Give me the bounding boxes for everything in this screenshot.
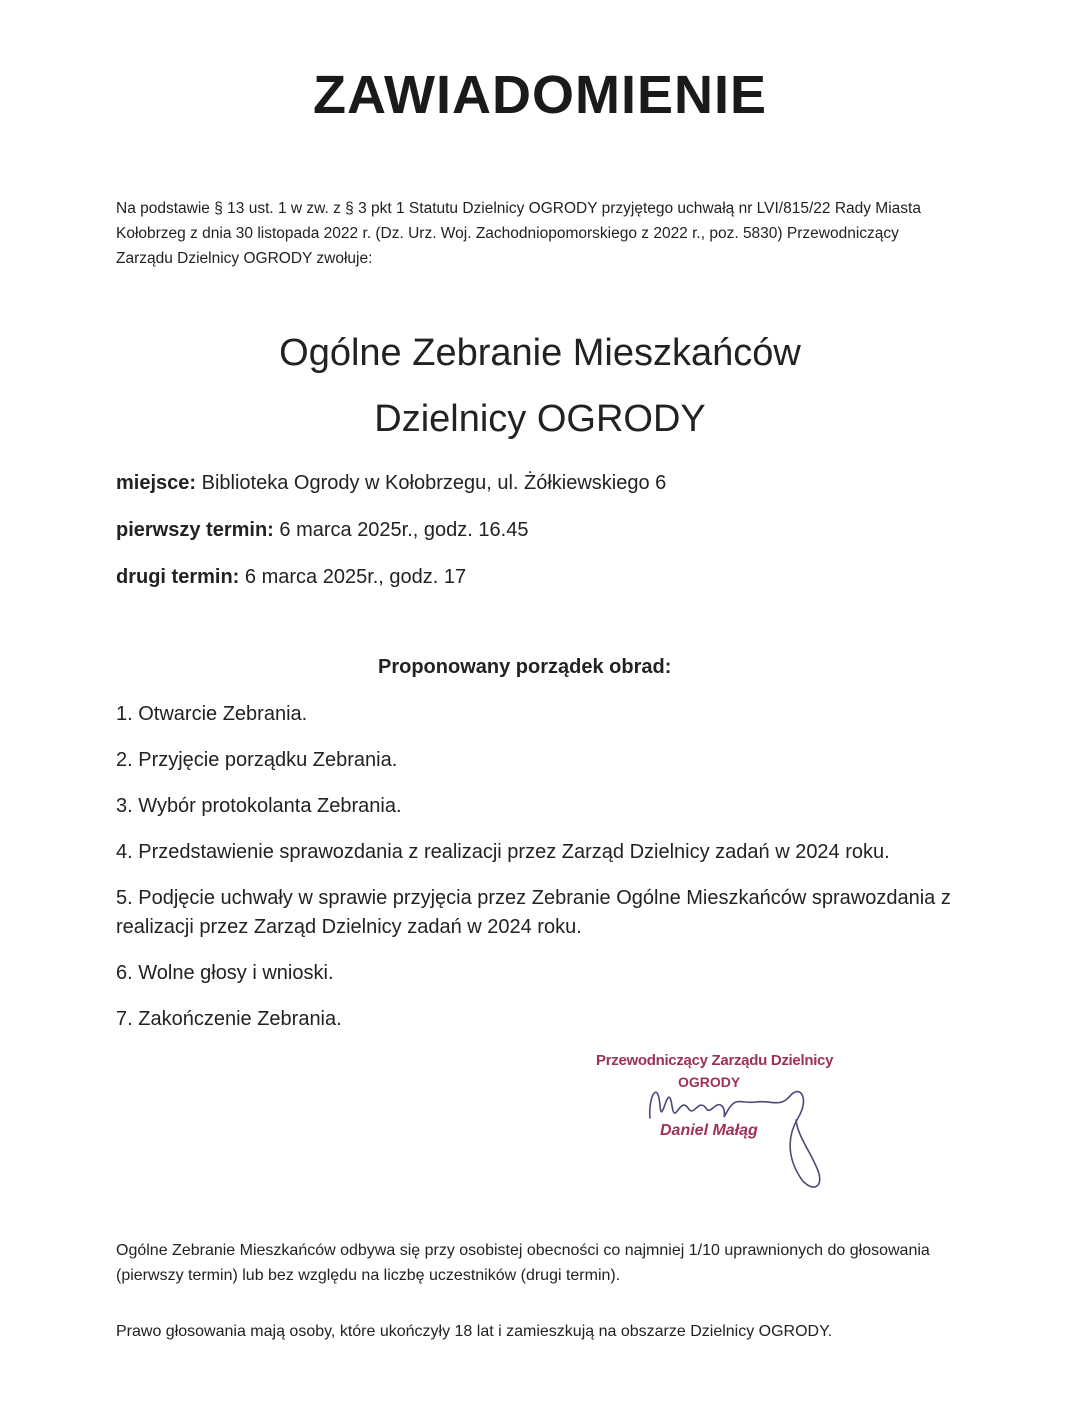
stamp-role: Przewodniczący Zarządu Dzielnicy — [596, 1052, 834, 1069]
quorum-note: Ogólne Zebranie Mieszkańców odbywa się przy osobistej obecności co najmniej 1/10 uprawnionych do głosowania (pierwszy termin) lub bez względu na liczbę uczestników (drugi termin). — [116, 1242, 930, 1284]
agenda-item: 7. Zakończenie Zebrania. — [116, 1008, 342, 1030]
place-line — [116, 472, 666, 495]
first-term-label: pierwszy termin: — [116, 519, 274, 541]
place-label: miejsce: — [116, 472, 197, 494]
agenda-item: 1. Otwarcie Zebrania. — [116, 703, 308, 725]
voting-rights-note: Prawo głosowania mają osoby, które ukończyły 18 lat i zamieszkują na obszarze Dzielnicy OGRODY. — [116, 1323, 833, 1340]
second-term-line — [116, 566, 466, 589]
meeting-title-line2: Dzielnicy OGRODY — [374, 398, 706, 440]
agenda-list — [116, 700, 976, 1051]
handwritten-signature — [560, 1048, 880, 1198]
second-term-value: 6 marca 2025r., godz. 17 — [239, 566, 467, 588]
agenda-item: 2. Przyjęcie porządku Zebrania. — [116, 749, 398, 771]
document-title: ZAWIADOMIENIE — [313, 65, 767, 125]
agenda-item: 3. Wybór protokolanta Zebrania. — [116, 795, 402, 817]
first-term-value: 6 marca 2025r., godz. 16.45 — [273, 519, 529, 541]
agenda-title: Proponowany porządek obrad: — [378, 656, 672, 678]
second-term-label: drugi termin: — [116, 566, 240, 588]
first-term-line — [116, 519, 528, 542]
agenda-item: 4. Przedstawienie sprawozdania z realizacji przez Zarząd Dzielnicy zadań w 2024 roku. — [116, 841, 890, 863]
intro-paragraph: Na podstawie § 13 ust. 1 w zw. z § 3 pkt 1 Statutu Dzielnicy OGRODY przyjętego uchwałą nr LVI/815/22 Rady Miasta Kołobrzeg z dnia 30 listopada 2022 r. (Dz. Urz. Woj. Zachodniopomorskiego z 2022 r., poz. 5830) Przewodniczący Zarządu Dzielnicy OGRODY zwołuje: — [116, 200, 921, 267]
signature-stamp — [560, 1048, 880, 1198]
stamp-name: Daniel Małąg — [660, 1122, 758, 1139]
agenda-item: 5. Podjęcie uchwały w sprawie przyjęcia przez Zebranie Ogólne Mieszkańców sprawozdania z realizacji przez Zarząd Dzielnicy zadań w 2024 roku. — [116, 887, 951, 938]
stamp-district: OGRODY — [678, 1074, 741, 1090]
agenda-item: 6. Wolne głosy i wnioski. — [116, 962, 334, 984]
meeting-title-line1: Ogólne Zebranie Mieszkańców — [279, 332, 801, 374]
place-value: Biblioteka Ogrody w Kołobrzegu, ul. Żółkiewskiego 6 — [196, 472, 667, 494]
